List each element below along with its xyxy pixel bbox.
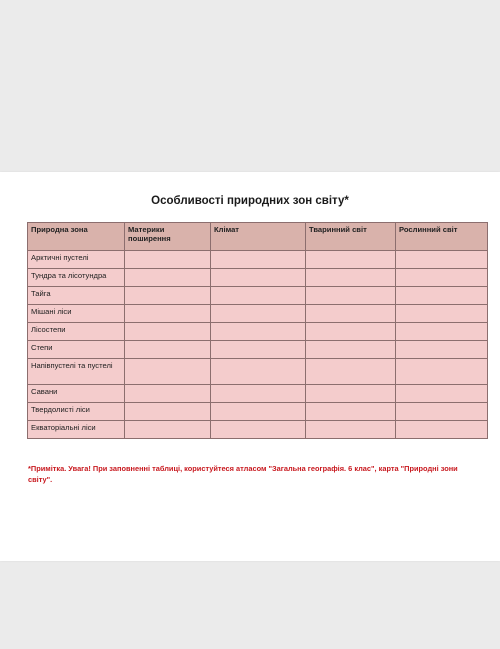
empty-cell: [125, 269, 211, 287]
empty-cell: [125, 403, 211, 421]
header-flora: Рослинний світ: [396, 223, 488, 251]
empty-cell: [125, 421, 211, 439]
natural-zones-table: [27, 222, 488, 439]
header-fauna: Тваринний світ: [306, 223, 396, 251]
empty-cell: [396, 385, 488, 403]
table-row: [28, 323, 488, 341]
zone-name-cell: Тайга: [28, 287, 125, 305]
empty-cell: [306, 403, 396, 421]
table-row: [28, 287, 488, 305]
header-climate: Клімат: [211, 223, 306, 251]
header-natural-zone: Природна зона: [28, 223, 125, 251]
table-row: [28, 305, 488, 323]
empty-cell: [125, 305, 211, 323]
empty-cell: [306, 341, 396, 359]
empty-cell: [396, 359, 488, 385]
footnote: *Примітка. Увага! При заповненні таблиці, користуйтеся атласом "Загальна географія. 6 клас", карта "Природні зони світу".: [28, 464, 458, 484]
table-row: [28, 421, 488, 439]
empty-cell: [396, 341, 488, 359]
empty-cell: [125, 251, 211, 269]
empty-cell: [396, 421, 488, 439]
empty-cell: [125, 385, 211, 403]
empty-cell: [125, 341, 211, 359]
empty-cell: [396, 287, 488, 305]
empty-cell: [211, 287, 306, 305]
table-header-row: [28, 223, 488, 251]
document-page: [0, 172, 500, 561]
table-row: [28, 341, 488, 359]
empty-cell: [211, 403, 306, 421]
empty-cell: [396, 269, 488, 287]
zone-name-cell: Степи: [28, 341, 125, 359]
zone-name-cell: Лісостепи: [28, 323, 125, 341]
empty-cell: [211, 269, 306, 287]
empty-cell: [306, 305, 396, 323]
empty-cell: [306, 251, 396, 269]
empty-cell: [211, 359, 306, 385]
zone-name-cell: Твердолисті ліси: [28, 403, 125, 421]
empty-cell: [396, 305, 488, 323]
zone-name-cell: Напівпустелі та пустелі: [28, 359, 125, 385]
empty-cell: [125, 323, 211, 341]
empty-cell: [306, 359, 396, 385]
empty-cell: [125, 287, 211, 305]
table-row: [28, 269, 488, 287]
empty-cell: [306, 323, 396, 341]
empty-cell: [211, 251, 306, 269]
empty-cell: [211, 305, 306, 323]
zone-name-cell: Мішані ліси: [28, 305, 125, 323]
empty-cell: [306, 385, 396, 403]
document-title: Особливості природних зон світу*: [151, 195, 349, 207]
zone-name-cell: Арктичні пустелі: [28, 251, 125, 269]
table-row: [28, 403, 488, 421]
empty-cell: [306, 421, 396, 439]
empty-cell: [396, 323, 488, 341]
empty-cell: [211, 323, 306, 341]
empty-cell: [306, 287, 396, 305]
zone-name-cell: Савани: [28, 385, 125, 403]
empty-cell: [211, 341, 306, 359]
empty-cell: [211, 421, 306, 439]
table-row: [28, 385, 488, 403]
empty-cell: [396, 251, 488, 269]
zone-name-cell: Екваторіальні ліси: [28, 421, 125, 439]
empty-cell: [125, 359, 211, 385]
zone-name-cell: Тундра та лісотундра: [28, 269, 125, 287]
table-row: [28, 251, 488, 269]
header-continents: Материки поширення: [125, 223, 211, 251]
table-row: [28, 359, 488, 385]
empty-cell: [396, 403, 488, 421]
empty-cell: [306, 269, 396, 287]
empty-cell: [211, 385, 306, 403]
